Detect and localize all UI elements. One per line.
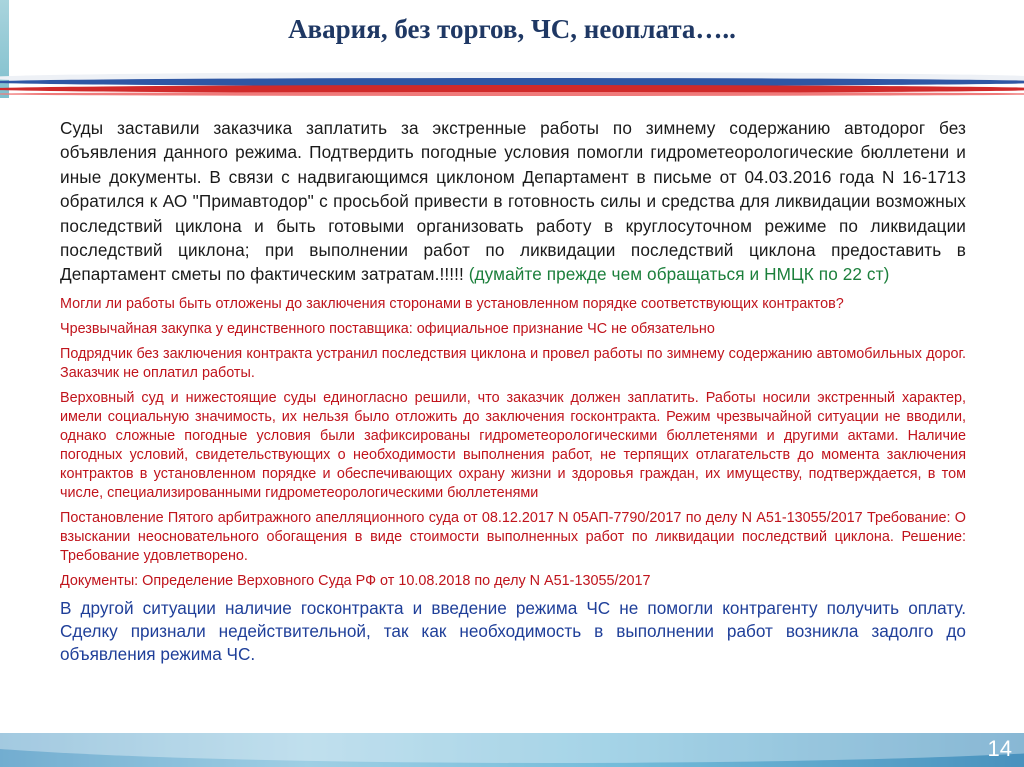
footer-wave-decor xyxy=(0,733,1024,767)
main-paragraph-note: (думайте прежде чем обращаться и НМЦК по 22 ст) xyxy=(468,264,890,285)
page-number: 14 xyxy=(987,736,1012,761)
contractor-paragraph: Подрядчик без заключения контракта устранил последствия циклона и провел работы по зимнему содержанию автомобильных дорог. Заказчик не оплатил работы. xyxy=(60,345,966,381)
slide-title: Авария, без торгов, ЧС, неоплата….. xyxy=(288,14,736,44)
ruling-paragraph: Постановление Пятого арбитражного апелляционного суда от 08.12.2017 N 05АП-7790/2017 по делу N А51-13055/2017 Требование: О взыскании неосновательного обогащения в виде стоимости выполненных работ по ликвидации последствий циклона. Решение: Требование удовлетворено. xyxy=(60,509,966,564)
documents-paragraph: Документы: Определение Верховного Суда РФ от 10.08.2018 по делу N А51-13055/2017 xyxy=(60,572,651,589)
main-paragraph-text: Суды заставили заказчика заплатить за экстренные работы по зимнему содержанию автодорог без объявления данного режима. Подтвердить погодные условия помогли гидрометеорологические бюллетени и иные документы. В связи с надвигающимся циклоном Департамент в письме от 04.03.2016 года N 16-1713 обратился к АО "Примавтодор" с просьбой привести в готовность силы и средства для ликвидации возможных последствий циклона и быть готовыми организовать работу в круглосуточном режиме по ликвидации последствий циклона; при выполнении работ по ликвидации последствий циклона предоставить в Департамент сметы по фактическим затратам.!!!!! xyxy=(60,118,966,285)
main-paragraph xyxy=(60,116,966,287)
band-red-light xyxy=(0,92,1024,96)
slide-content xyxy=(60,116,966,666)
other-case-paragraph: В другой ситуации наличие госконтракта и введение режима ЧС не помогли контрагенту получить оплату. Сделку признали недействительной, так как необходимость в выполнении работ возникла задолго до объявления режима ЧС. xyxy=(60,597,966,664)
flag-decor-band xyxy=(0,70,1024,102)
emergency-paragraph: Чрезвычайная закупка у единственного поставщика: официальное признание ЧС не обязательно xyxy=(60,320,715,337)
question-paragraph: Могли ли работы быть отложены до заключения сторонами в установленном порядке соответствующих контрактов? xyxy=(60,295,844,312)
court-paragraph: Верховный суд и нижестоящие суды единогласно решили, что заказчик должен заплатить. Работы носили экстренный характер, имели социальную значимость, их нельзя было отложить до заключения госконтракта. Режим чрезвычайной ситуации не вводили, однако сложные погодные условия были зафиксированы гидрометеорологическими бюллетенями и другими актами. Наличие погодных условий, свидетельствующих о необходимости выполнения работ, не терпящих отлагательств до момента заключения контрактов в установленном порядке и обеспечивающих охрану жизни и здоровья граждан, их имуществу, подтверждается, в том числе, специализированными гидрометеорологическими бюллетенями xyxy=(60,389,966,501)
